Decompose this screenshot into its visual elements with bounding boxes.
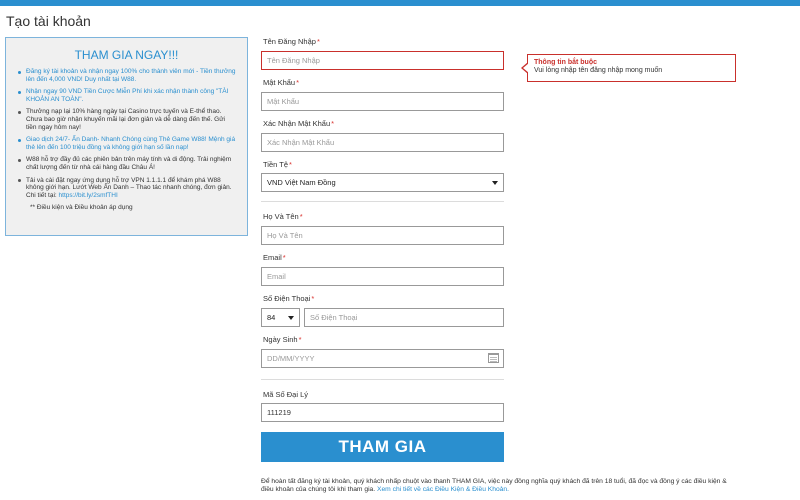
- password-input[interactable]: [261, 92, 504, 111]
- section-divider: [261, 201, 504, 202]
- page-title: Tạo tài khoản: [6, 13, 91, 29]
- fullname-input[interactable]: [261, 226, 504, 245]
- terms-text: [261, 478, 741, 494]
- terms-body: Để hoàn tất đăng ký tài khoản, quý khách nhấp chuột vào thanh THAM GIA, việc này đồng nghĩa quý khách đã trên 18 tuổi, đã đọc và đồng ý các điều kiện & điều khoản của chúng tôi khi tham gia.: [261, 478, 727, 493]
- promo-item: Thưởng nạp lại 10% hàng ngày tại Casino trực tuyến và E-thể thao. Chưa bao giờ nhận khuyến mãi lại đơn giản và dễ dàng đến thế. Gửi tiền ngay hôm nay!: [16, 108, 237, 131]
- promo-item-text: Tải và cài đặt ngay ứng dụng hỗ trợ VPN 1.1.1.1 để khám phá W88 không giới hạn. Lướt Web Ẩn Danh – Thao tác nhanh chóng, đơn giản. Chi tiết tại:: [26, 176, 232, 199]
- currency-select[interactable]: [261, 173, 504, 192]
- promo-note: ** Điều kiện và Điều khoản áp dụng: [30, 204, 133, 212]
- promo-item: Nhận ngay 90 VND Tiền Cược Miễn Phí khi xác nhận thành công "TÀI KHOẢN AN TOÀN".: [16, 88, 237, 103]
- section-divider: [261, 379, 504, 380]
- email-label: Email*: [263, 253, 286, 262]
- tooltip-message: Vui lòng nhập tên đăng nhập mong muốn: [534, 67, 663, 74]
- phone-code-value: 84: [267, 313, 276, 322]
- promo-list: [16, 68, 237, 199]
- phone-code-select[interactable]: [261, 308, 300, 327]
- chevron-down-icon: [288, 316, 294, 320]
- terms-link[interactable]: Xem chi tiết về các Điều Kiện & Điều Khoản.: [377, 486, 509, 493]
- confirm-password-label: Xác Nhận Mật Khẩu*: [263, 119, 335, 128]
- vpn-link[interactable]: https://bit.ly/2smfTHI: [58, 191, 118, 199]
- promo-item: Đăng ký tài khoản và nhận ngay 100% cho thành viên mới - Tiền thưởng lên đến 4,000 VND! Duy nhất tại W88.: [16, 68, 237, 83]
- password-label: Mật Khẩu*: [263, 78, 300, 87]
- calendar-icon[interactable]: [488, 353, 499, 363]
- fullname-label: Họ Và Tên*: [263, 212, 303, 221]
- chevron-down-icon: [492, 181, 498, 185]
- tooltip-title: Thông tin bắt buộc: [534, 59, 597, 66]
- dob-input[interactable]: [261, 349, 504, 368]
- agent-code-label: Mã Số Đại Lý: [263, 390, 309, 399]
- phone-label: Số Điện Thoại*: [263, 294, 315, 303]
- required-tooltip: [527, 54, 736, 82]
- promo-panel: [5, 37, 248, 236]
- username-input[interactable]: [261, 51, 504, 70]
- dob-field: [261, 349, 504, 368]
- promo-item: Giao dịch 24/7- Ẩn Danh- Nhanh Chóng cùng Thẻ Game W88! Mệnh giá thẻ lên đến 100 triệu đồng và không giới hạn số lần nạp!: [16, 136, 237, 151]
- currency-value: VND Việt Nam Đồng: [267, 178, 336, 187]
- confirm-password-input[interactable]: [261, 133, 504, 152]
- dob-label: Ngày Sinh*: [263, 335, 302, 344]
- join-button[interactable]: THAM GIA: [261, 432, 504, 462]
- agent-code-input[interactable]: [261, 403, 504, 422]
- promo-item: W88 hỗ trợ đầy đủ các phiên bản trên máy tính và di động. Trải nghiệm chất lượng đến từ nhà cái hàng đầu Châu Á!: [16, 156, 237, 171]
- email-input[interactable]: [261, 267, 504, 286]
- currency-label: Tiền Tệ*: [263, 160, 292, 169]
- promo-title: THAM GIA NGAY!!!: [74, 48, 179, 62]
- promo-item-vpn: [16, 177, 237, 200]
- top-accent-bar: [0, 0, 800, 6]
- username-label: Tên Đăng Nhập*: [263, 37, 320, 46]
- phone-input[interactable]: [304, 308, 504, 327]
